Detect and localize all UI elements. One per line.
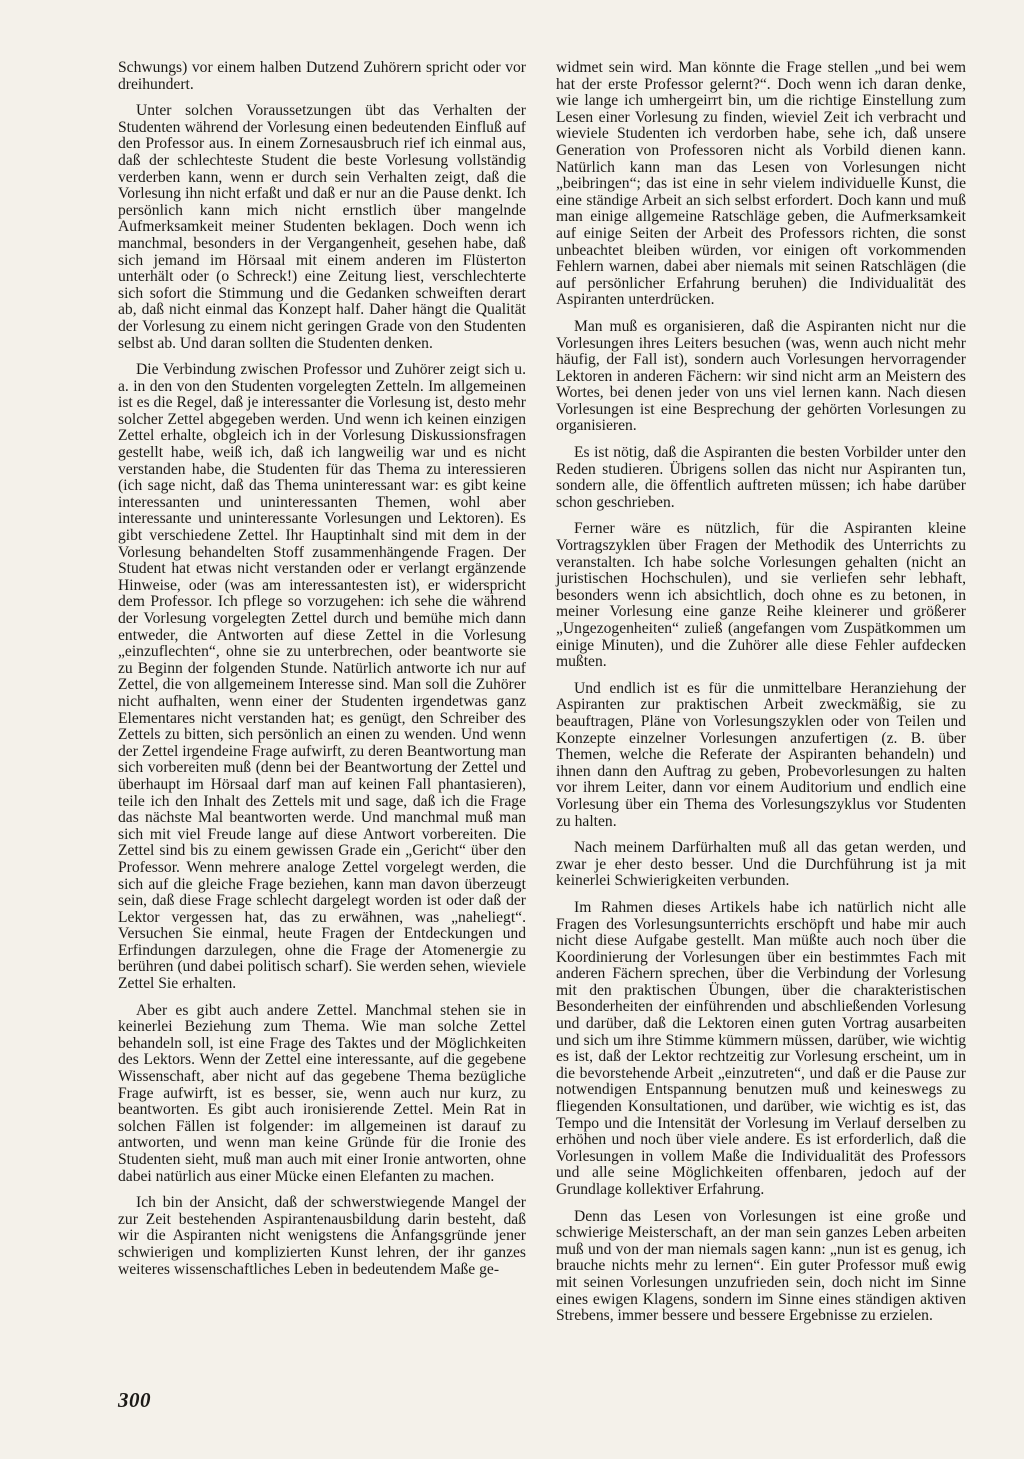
paragraph: Schwungs) vor einem halben Dutzend Zuhörern spricht oder vor dreihundert. xyxy=(118,59,526,93)
left-column xyxy=(118,60,526,1288)
paragraph: Man muß es organisieren, daß die Aspiranten nicht nur die Vorlesungen ihres Leiters besuchen (was, wenn auch nicht mehr häufig, der Fall ist), sondern auch Vorlesungen hervorragender Lektoren in anderen Fächern: wir sind nicht arm an Meistern des Wortes, bei denen jeder von uns viel lernen kann. Nach diesen Vorlesungen ist eine Besprechung der gehörten Vorlesungen zu organisieren. xyxy=(556,317,966,435)
page-number: 300 xyxy=(118,1388,151,1412)
paragraph: Unter solchen Voraussetzungen übt das Verhalten der Studenten während der Vorlesung einen bedeutenden Einfluß auf den Professor aus. In einem Zornesausbruch rief ich einmal aus, daß der schlechteste Student die beste Vorlesung vollständig verderben kann, wenn er durch sein Verhalten zeigt, daß die Vorlesung ihn nicht erfaßt und daß er nur an die Pause denkt. Ich persönlich kann mich nicht ernstlich über mangelnde Aufmerksamkeit meiner Studenten beklagen. Doch wenn ich manchmal, besonders in der Vergangenheit, gesehen habe, daß sich jemand im Hörsaal mit einem anderen im Flüsterton unterhält oder (o Schreck!) eine Zeitung liest, verschlechterte sich sofort die Stimmung und die Gedanken schweiften derart ab, daß nicht einmal das Konzept half. Daher hängt die Qualität der Vorlesung zu einem nicht geringen Grade von den Studenten selbst ab. Und daran sollten die Studenten denken. xyxy=(118,102,526,352)
paragraph: Denn das Lesen von Vorlesungen ist eine große und schwierige Meisterschaft, an der man sein ganzes Leben arbeiten muß und von der man niemals sagen kann: „nun ist es genug, ich brauche nichts mehr zu lernen“. Ein guter Professor muß ewig mit seinen Vorlesungen unzufrieden sein, doch nicht im Sinne eines ewigen Klagens, sondern im Sinne eines ständigen aktiven Strebens, immer bessere und bessere Ergebnisse zu erzielen. xyxy=(556,1207,966,1325)
paragraph: Im Rahmen dieses Artikels habe ich natürlich nicht alle Fragen des Vorlesungsunterrichts erschöpft und habe mir auch nicht diese Aufgabe gestellt. Man müßte auch noch über die Koordinierung der Vorlesungen über ein bestimmtes Fach mit anderen Fächern sprechen, über die Verbindung der Vorlesung mit den praktischen Übungen, über die charakteristischen Besonderheiten der einführenden und abschließenden Vorlesung und darüber, daß die Lektoren einen guten Vortrag ausarbeiten und sich um ihre Stimme kümmern müssen, darüber, wie wichtig es ist, daß der Lektor rechtzeitig zur Vorlesung erscheint, um in die bevorstehende Arbeit „einzutreten“, und daß er die Pause zur notwendigen Entspannung benutzen muß und keineswegs zu fliegenden Konsultationen, und darüber, wie wichtig es ist, das Tempo und die Intensität der Vorlesung im Verlauf derselben zu erhöhen und noch über viele andere. Es ist erforderlich, daß die Vorlesungen in vollem Maße die Individualität des Professors und alle seine Möglichkeiten offenbaren, jedoch auf der Grundlage kollektiver Erfahrung. xyxy=(556,898,966,1198)
paragraph: Es ist nötig, daß die Aspiranten die besten Vorbilder unter den Reden studieren. Übrigens sollen das nicht nur Aspiranten tun, sondern alle, die öffentlich auftreten müssen; ich habe darüber schon geschrieben. xyxy=(556,444,966,511)
paragraph: Ferner wäre es nützlich, für die Aspiranten kleine Vortragszyklen über Fragen der Methodik des Unterrichts zu veranstalten. Ich habe solche Vorlesungen gehalten (nicht an juristischen Hochschulen), und sie verliefen sehr lebhaft, besonders wenn ich absichtlich, doch ohne es zu betonen, in meiner Vorlesung eine ganze Reihe kleinerer und größerer „Ungezogenheiten“ zuließ (angefangen vom Zuspätkommen um einige Minuten), und die Zuhörer alle diese Fehler aufdecken mußten. xyxy=(556,520,966,671)
paragraph: Die Verbindung zwischen Professor und Zuhörer zeigt sich u. a. in den von den Studenten vorgelegten Zetteln. Im allgemeinen ist es die Regel, daß je interessanter die Vorlesung ist, desto mehr solcher Zettel abgegeben werden. Und wenn ich keinen einzigen Zettel erhalte, obgleich ich in der Vorlesung Diskussionsfragen gestellt habe, weiß ich, daß ich langweilig war und es nicht verstanden habe, die Studenten für das Thema zu interessieren (ich sage nicht, daß das Thema uninteressant war: es gibt keine interessanten und uninteressanten Themen, wohl aber interessante und uninteressante Vorlesungen und Lektoren). Es gibt verschiedene Zettel. Ihr Hauptinhalt sind mit dem in der Vorlesung behandelten Stoff zusammenhängende Fragen. Der Student hat etwas nicht verstanden oder er verlangt ergänzende Hinweise, oder (was am interessantesten ist), er widerspricht dem Professor. Ich pflege so vorzugehen: ich sehe die während der Vorlesung vorgelegten Zettel durch und bemühe mich dann entweder, die Antworten auf diese Zettel in die Vorlesung „einzuflechten“, ohne sie zu unterbrechen, oder beantworte sie zu Beginn der folgenden Stunde. Natürlich antworte ich nur auf Zettel, die von allgemeinem Interesse sind. Man soll die Zuhörer nicht aufhalten, wenn einer der Studenten irgendetwas ganz Elementares nicht verstanden hat; es genügt, den Schreiber des Zettels zu bitten, sich persönlich an einen zu wenden. Und wenn der Zettel irgendeine Frage aufwirft, zu deren Beantwortung man sich vorbereiten muß (denn bei der Beantwortung der Zettel und überhaupt im Hörsaal darf man auf keinen Fall phantasieren), teile ich den Inhalt des Zettels mit und sage, daß ich die Frage das nächste Mal beantworten werde. Und manchmal muß man sich mit viel Freude lange auf diese Antwort vorbereiten. Die Zettel sind bis zu einem gewissen Grade ein „Gericht“ über den Professor. Wenn mehrere analoge Zettel vorgelegt werden, die sich auf die gleiche Frage beziehen, kann man davon überzeugt sein, daß diese Frage schlecht dargelegt worden ist oder daß der Lektor vergessen hat, das zu erwähnen, was „naheliegt“. Versuchen Sie einmal, heute Fragen der Entdeckungen und Erfindungen darzulegen, ohne die Frage der Atomenergie zu berühren (und dabei politisch scharf). Sie werden sehen, wieviele Zettel Sie erhalten. xyxy=(118,361,526,993)
paragraph: Und endlich ist es für die unmittelbare Heranziehung der Aspiranten zur praktischen Arbeit zweckmäßig, sie zu beauftragen, Pläne von Vorlesungszyklen oder von Teilen und Konzepte einzelner Vorlesungen anzufertigen (z. B. über Themen, welche die Referate der Aspiranten behandeln) und ihnen dann den Auftrag zu geben, Probevorlesungen zu halten vor ihrem Leiter, dann vor einem Auditorium und endlich eine Vorlesung über ein Thema des Vorlesungszyklus vor Studenten zu halten. xyxy=(556,679,966,830)
paragraph: widmet sein wird. Man könnte die Frage stellen „und bei wem hat der erste Professor gelernt?“. Doch wenn ich daran denke, wie lange ich umhergeirrt bin, um die richtige Einstellung zum Lesen einer Vorlesung zu finden, wieviel Zeit ich verbracht und wieviele Studenten ich verdorben habe, sehe ich, daß unsere Generation von Professoren nicht als Vorbild dienen kann. Natürlich kann man das Lesen von Vorlesungen nicht „beibringen“; das ist eine in sehr vielem individuelle Kunst, die eine ständige Arbeit an sich selbst erfordert. Doch kann und muß man einige allgemeine Ratschläge geben, die Aufmerksamkeit auf einige Seiten der Arbeit des Professors richten, die sonst unbeachtet bleiben würden, vor einigen oft vorkommenden Fehlern warnen, dabei aber niemals mit seinen Ratschlägen (die auf persönlicher Erfahrung beruhen) die Individualität des Aspiranten unterdrücken. xyxy=(556,59,966,309)
paragraph: Nach meinem Darfürhalten muß all das getan werden, und zwar je eher desto besser. Und die Durchführung ist ja mit keinerlei Schwierigkeiten verbunden. xyxy=(556,839,966,890)
paragraph: Aber es gibt auch andere Zettel. Manchmal stehen sie in keinerlei Beziehung zum Thema. Wie man solche Zettel behandeln soll, ist eine Frage des Taktes und der Möglichkeiten des Lektors. Wenn der Zettel eine interessante, auf die gegebene Wissenschaft, aber nicht auf das gegebene Thema bezügliche Frage aufwirft, ist es besser, sie, wenn auch nur kurz, zu beantworten. Es gibt auch ironisierende Zettel. Mein Rat in solchen Fällen ist folgender: im allgemeinen ist darauf zu antworten, und wenn man keine Gründe für die Ironie des Studenten sieht, muß man auch mit einer Ironie antworten, ohne dabei natürlich aus einer Mücke einen Elefanten zu machen. xyxy=(118,1001,526,1185)
right-column xyxy=(556,60,966,1335)
paragraph: Ich bin der Ansicht, daß der schwerstwiegende Mangel der zur Zeit bestehenden Aspirantenausbildung darin besteht, daß wir die Aspiranten nicht wenigstens die Anfangsgründe jener schwierigen und komplizierten Kunst lehren, der ihr ganzes weiteres wissenschaftliches Leben in bedeutendem Maße ge- xyxy=(118,1194,526,1278)
